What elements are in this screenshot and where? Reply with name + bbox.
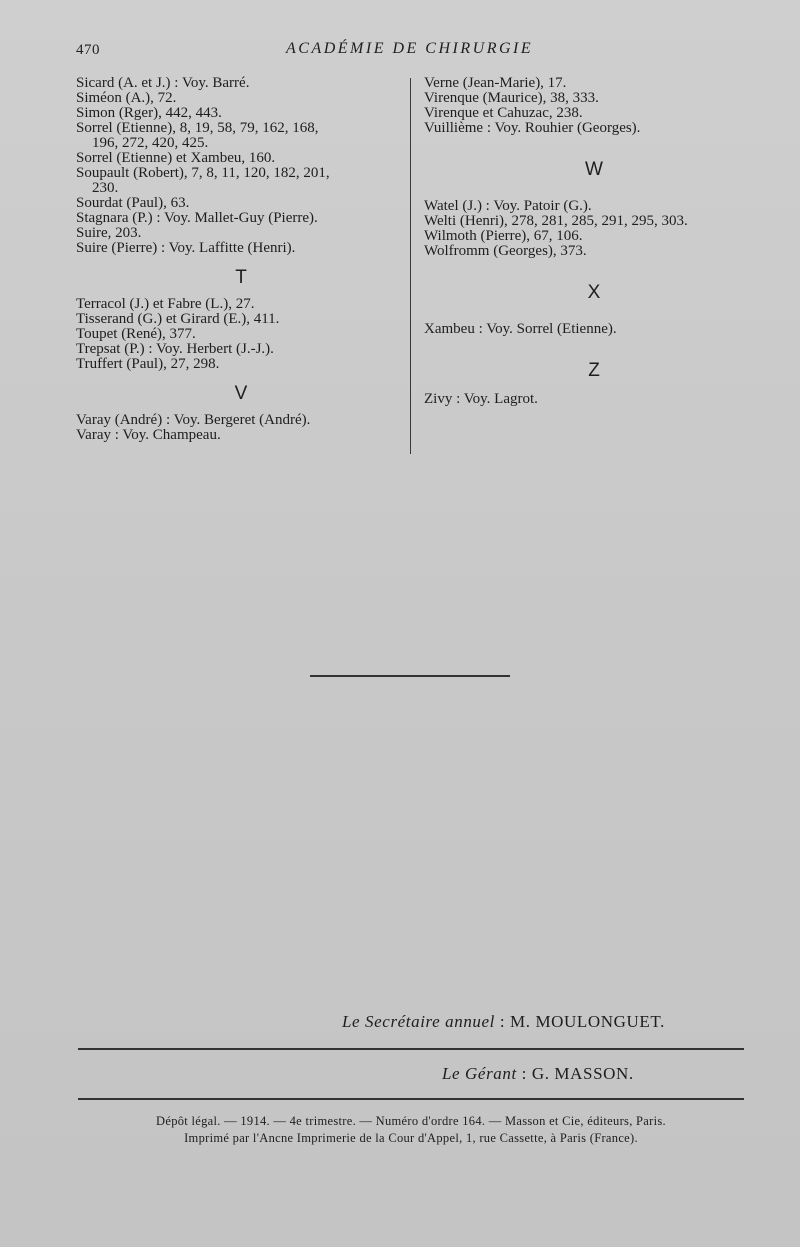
index-entry: Varay : Voy. Champeau.	[76, 427, 221, 443]
index-entry: Siméon (A.), 72.	[76, 90, 177, 106]
imprint-line-printer: Imprimé par l'Ancne Imprimerie de la Cour d'Appel, 1, rue Cassette, à Paris (France).	[184, 1131, 638, 1145]
index-entry: Sorrel (Etienne), 8, 19, 58, 79, 162, 168,	[76, 120, 319, 136]
section-letter-w: W	[585, 159, 603, 180]
index-entry: Simon (Rger), 442, 443.	[76, 105, 222, 121]
section-rule	[310, 675, 510, 677]
index-entry: Verne (Jean-Marie), 17.	[424, 75, 567, 91]
index-entry: Xambeu : Voy. Sorrel (Etienne).	[424, 321, 617, 337]
index-right-column	[424, 76, 764, 407]
footer-rule-bottom	[78, 1098, 744, 1100]
index-entry: Zivy : Voy. Lagrot.	[424, 391, 538, 407]
index-entry: Toupet (René), 377.	[76, 326, 196, 342]
index-entry: Suire, 203.	[76, 225, 142, 241]
index-entry: Vuillième : Voy. Rouhier (Georges).	[424, 120, 641, 136]
index-entry: Sorrel (Etienne) et Xambeu, 160.	[76, 150, 276, 166]
index-entry: Welti (Henri), 278, 281, 285, 291, 295, 303.	[424, 213, 688, 229]
index-entry: Terracol (J.) et Fabre (L.), 27.	[76, 296, 255, 312]
index-entry: Watel (J.) : Voy. Patoir (G.).	[424, 198, 592, 214]
index-entry: Virenque (Maurice), 38, 333.	[424, 90, 599, 106]
index-entry: Suire (Pierre) : Voy. Laffitte (Henri).	[76, 240, 296, 256]
index-entry-continuation: 230.	[92, 180, 119, 196]
section-letter-x: X	[587, 282, 601, 303]
index-entry: Virenque et Cahuzac, 238.	[424, 105, 583, 121]
section-letter-v: V	[234, 383, 248, 404]
manager-label: Le Gérant	[442, 1064, 517, 1083]
index-entry: Truffert (Paul), 27, 298.	[76, 356, 220, 372]
secretary-name: : M. MOULONGUET.	[499, 1012, 665, 1031]
index-entry: Trepsat (P.) : Voy. Herbert (J.-J.).	[76, 341, 274, 357]
secretary-signature	[342, 1012, 665, 1032]
running-title: ACADÉMIE DE CHIRURGIE	[286, 40, 534, 57]
index-entry: Wilmoth (Pierre), 67, 106.	[424, 228, 583, 244]
index-entry: Varay (André) : Voy. Bergeret (André).	[76, 412, 311, 428]
index-entry: Soupault (Robert), 7, 8, 11, 120, 182, 201,	[76, 165, 330, 181]
manager-signature	[442, 1064, 634, 1084]
section-letter-z: Z	[588, 360, 600, 381]
index-entry: Stagnara (P.) : Voy. Mallet-Guy (Pierre).	[76, 210, 318, 226]
index-entry: Tisserand (G.) et Girard (E.), 411.	[76, 311, 280, 327]
index-left-column	[76, 76, 406, 443]
index-entry: Sicard (A. et J.) : Voy. Barré.	[76, 75, 250, 91]
column-divider	[410, 78, 411, 454]
imprint	[78, 1113, 744, 1147]
manager-name: : G. MASSON.	[521, 1064, 634, 1083]
footer-rule-top	[78, 1048, 744, 1050]
section-letter-t: T	[235, 267, 247, 288]
index-entry: Wolfromm (Georges), 373.	[424, 243, 587, 259]
page-number: 470	[76, 42, 100, 58]
index-entry: Sourdat (Paul), 63.	[76, 195, 190, 211]
index-entry-continuation: 196, 272, 420, 425.	[92, 135, 209, 151]
secretary-label: Le Secrétaire annuel	[342, 1012, 495, 1031]
imprint-line-legal: Dépôt légal. — 1914. — 4e trimestre. — Numéro d'ordre 164. — Masson et Cie, éditeurs, Paris.	[156, 1114, 666, 1128]
